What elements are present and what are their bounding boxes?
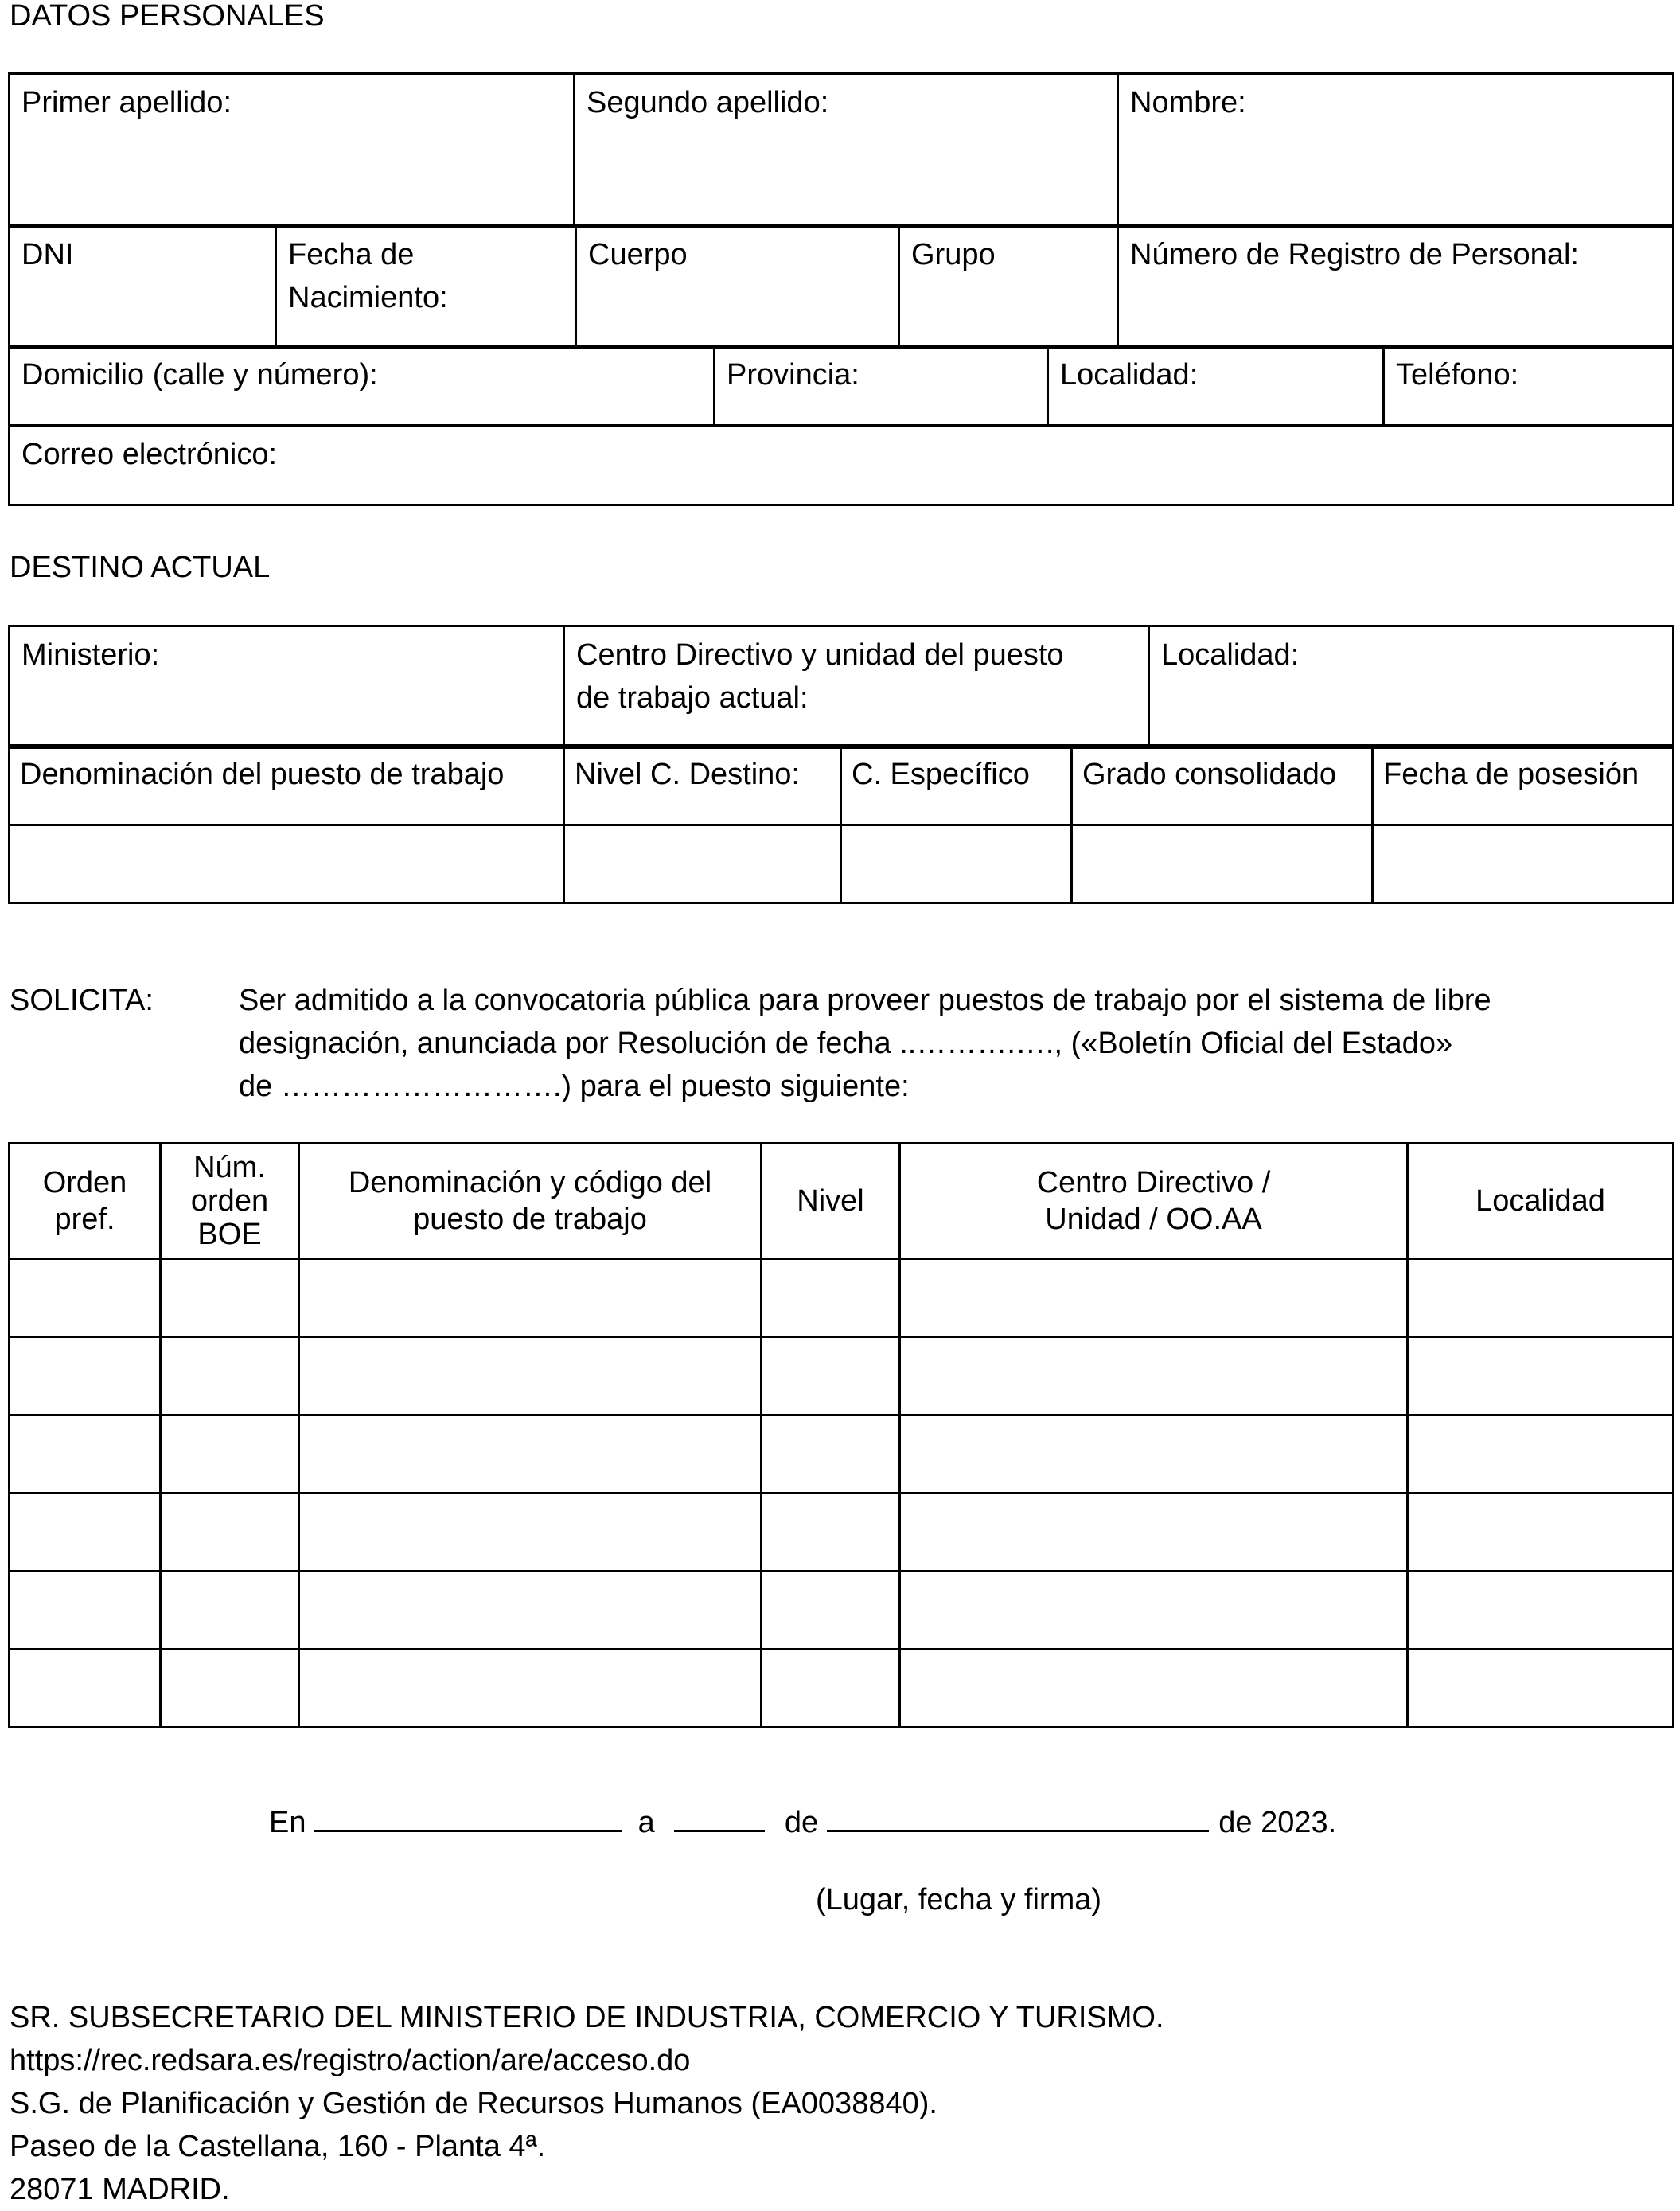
correo-label: Correo electrónico: xyxy=(21,438,278,471)
fecha-posesion-input-cell[interactable] xyxy=(1373,825,1674,903)
puesto-cell[interactable] xyxy=(900,1493,1408,1571)
telefono-label: Teléfono: xyxy=(1396,358,1519,392)
puesto-cell[interactable] xyxy=(10,1337,161,1415)
col-orden-pref xyxy=(10,1144,161,1259)
firma-year: de 2023. xyxy=(1218,1806,1337,1839)
firma-caption: (Lugar, fecha y firma) xyxy=(816,1883,1102,1917)
solicita-line3: de ……………………….) para el puesto siguiente: xyxy=(239,1070,910,1103)
puesto-cell[interactable] xyxy=(299,1571,762,1649)
puesto-cell[interactable] xyxy=(10,1571,161,1649)
col-num-orden-boe xyxy=(161,1144,299,1259)
puesto-cell[interactable] xyxy=(10,1649,161,1727)
primer-apellido-field[interactable] xyxy=(10,74,575,228)
destino-table xyxy=(8,625,1674,749)
col-centro-line1: Centro Directivo / xyxy=(1036,1166,1271,1199)
col-localidad-label: Localidad xyxy=(1475,1184,1605,1218)
dni-field[interactable] xyxy=(10,226,276,349)
nombre-label: Nombre: xyxy=(1130,86,1246,119)
nrp-label: Número de Registro de Personal: xyxy=(1130,238,1579,271)
denominacion-label: Denominación del puesto de trabajo xyxy=(20,758,505,791)
firma-en: En xyxy=(269,1806,306,1839)
puesto-cell[interactable] xyxy=(161,1493,299,1571)
col-nivel xyxy=(762,1144,900,1259)
puesto-cell[interactable] xyxy=(161,1259,299,1337)
destinatario-line5: 28071 MADRID. xyxy=(10,2173,230,2206)
puesto-cell[interactable] xyxy=(1408,1415,1674,1493)
grado-header xyxy=(1072,746,1373,825)
centro-directivo-label-line2: de trabajo actual: xyxy=(576,681,809,715)
col-centro-directivo xyxy=(900,1144,1408,1259)
puesto-cell[interactable] xyxy=(900,1649,1408,1727)
puesto-cell[interactable] xyxy=(762,1337,900,1415)
puesto-cell[interactable] xyxy=(10,1259,161,1337)
signature-line xyxy=(269,1801,1336,1844)
puesto-cell[interactable] xyxy=(299,1493,762,1571)
grupo-label: Grupo xyxy=(911,238,996,271)
fecha-nacimiento-label-line1: Fecha de xyxy=(288,238,415,271)
puesto-cell[interactable] xyxy=(299,1415,762,1493)
puesto-row xyxy=(10,1571,1674,1649)
col-localidad xyxy=(1408,1144,1674,1259)
col-nivel-label: Nivel xyxy=(797,1184,864,1218)
puesto-cell[interactable] xyxy=(161,1571,299,1649)
puesto-cell[interactable] xyxy=(161,1415,299,1493)
grado-input-cell[interactable] xyxy=(1072,825,1373,903)
destino-localidad-field[interactable] xyxy=(1149,626,1674,748)
puesto-cell[interactable] xyxy=(161,1337,299,1415)
nivel-input-cell[interactable] xyxy=(564,825,841,903)
col-denom-line2: puesto de trabajo xyxy=(413,1203,647,1236)
ministerio-field[interactable] xyxy=(10,626,564,748)
col-denominacion xyxy=(299,1144,762,1259)
personal-data-table-row3 xyxy=(8,345,1674,506)
centro-directivo-field[interactable] xyxy=(564,626,1149,748)
dia-blank[interactable] xyxy=(674,1801,765,1832)
denominacion-input-cell[interactable] xyxy=(10,825,564,903)
segundo-apellido-label: Segundo apellido: xyxy=(587,86,829,119)
puesto-row xyxy=(10,1493,1674,1571)
puesto-cell[interactable] xyxy=(10,1493,161,1571)
provincia-label: Provincia: xyxy=(727,358,859,392)
puesto-cell[interactable] xyxy=(1408,1571,1674,1649)
col-denom-line1: Denominación y código del xyxy=(348,1166,712,1199)
col-num-line3: BOE xyxy=(197,1218,262,1251)
destino-localidad-label: Localidad: xyxy=(1161,638,1300,672)
domicilio-field[interactable] xyxy=(10,346,715,426)
puesto-row xyxy=(10,1259,1674,1337)
puesto-cell[interactable] xyxy=(762,1415,900,1493)
domicilio-label: Domicilio (calle y número): xyxy=(21,358,378,392)
firma-de: de xyxy=(784,1806,819,1839)
destinatario-url: https://rec.redsara.es/registro/action/are/acceso.do xyxy=(10,2044,691,2077)
puesto-cell[interactable] xyxy=(762,1649,900,1727)
puesto-actual-table xyxy=(8,744,1674,904)
puesto-cell[interactable] xyxy=(299,1649,762,1727)
puesto-cell[interactable] xyxy=(1408,1649,1674,1727)
puesto-cell[interactable] xyxy=(299,1337,762,1415)
puesto-cell[interactable] xyxy=(161,1649,299,1727)
puesto-cell[interactable] xyxy=(900,1415,1408,1493)
ministerio-label: Ministerio: xyxy=(21,638,160,672)
destinatario-line3: S.G. de Planificación y Gestión de Recursos Humanos (EA0038840). xyxy=(10,2087,937,2120)
puesto-cell[interactable] xyxy=(1408,1493,1674,1571)
grupo-field[interactable] xyxy=(899,226,1118,349)
cuerpo-label: Cuerpo xyxy=(588,238,688,271)
especifico-label: C. Específico xyxy=(852,758,1030,791)
puesto-row xyxy=(10,1649,1674,1727)
grado-label: Grado consolidado xyxy=(1082,758,1336,791)
col-centro-line2: Unidad / OO.AA xyxy=(1045,1203,1262,1236)
centro-directivo-label-line1: Centro Directivo y unidad del puesto xyxy=(576,638,1064,672)
nrp-field[interactable] xyxy=(1118,226,1674,349)
col-orden-line1: Orden xyxy=(42,1166,127,1199)
localidad-label: Localidad: xyxy=(1060,358,1199,392)
cuerpo-field[interactable] xyxy=(576,226,899,349)
fecha-nacimiento-field[interactable] xyxy=(276,226,576,349)
section-title-datos-personales: DATOS PERSONALES xyxy=(10,0,325,33)
fecha-nacimiento-label-line2: Nacimiento: xyxy=(288,281,448,314)
col-num-line1: Núm. xyxy=(193,1151,266,1184)
puesto-cell[interactable] xyxy=(900,1571,1408,1649)
puestos-solicitados-table xyxy=(8,1142,1674,1728)
nivel-label: Nivel C. Destino: xyxy=(575,758,800,791)
denominacion-header xyxy=(10,746,564,825)
correo-field[interactable] xyxy=(10,426,1674,505)
personal-data-table xyxy=(8,72,1674,228)
primer-apellido-label: Primer apellido: xyxy=(21,86,232,119)
puesto-row xyxy=(10,1415,1674,1493)
telefono-field[interactable] xyxy=(1384,346,1674,426)
col-num-line2: orden xyxy=(190,1184,269,1218)
puesto-row xyxy=(10,1337,1674,1415)
puesto-cell[interactable] xyxy=(299,1259,762,1337)
fecha-posesion-label: Fecha de posesión xyxy=(1383,758,1639,791)
section-title-destino-actual: DESTINO ACTUAL xyxy=(10,551,271,584)
localidad-field[interactable] xyxy=(1048,346,1384,426)
nombre-field[interactable] xyxy=(1118,74,1674,228)
solicita-label: SOLICITA: xyxy=(10,984,154,1017)
fecha-posesion-header xyxy=(1373,746,1674,825)
puesto-cell[interactable] xyxy=(900,1259,1408,1337)
provincia-field[interactable] xyxy=(715,346,1048,426)
col-orden-line2: pref. xyxy=(54,1203,115,1236)
puesto-cell[interactable] xyxy=(762,1493,900,1571)
puesto-cell[interactable] xyxy=(1408,1259,1674,1337)
puesto-cell[interactable] xyxy=(762,1259,900,1337)
especifico-header xyxy=(841,746,1072,825)
segundo-apellido-field[interactable] xyxy=(575,74,1118,228)
firma-a: a xyxy=(637,1806,655,1839)
lugar-blank[interactable] xyxy=(314,1801,622,1832)
dni-label: DNI xyxy=(21,238,74,271)
solicita-line1: Ser admitido a la convocatoria pública para proveer puestos de trabajo por el sistema de libre xyxy=(239,984,1491,1017)
puesto-cell[interactable] xyxy=(1408,1337,1674,1415)
puesto-cell[interactable] xyxy=(900,1337,1408,1415)
destinatario-line1: SR. SUBSECRETARIO DEL MINISTERIO DE INDUSTRIA, COMERCIO Y TURISMO. xyxy=(10,2001,1164,2034)
puesto-cell[interactable] xyxy=(762,1571,900,1649)
puesto-cell[interactable] xyxy=(10,1415,161,1493)
destinatario-line4: Paseo de la Castellana, 160 - Planta 4ª. xyxy=(10,2130,546,2163)
nivel-header xyxy=(564,746,841,825)
especifico-input-cell[interactable] xyxy=(841,825,1072,903)
personal-data-table-row2 xyxy=(8,224,1674,349)
solicita-line2: designación, anunciada por Resolución de fecha ..……….…., («Boletín Oficial del Estado» xyxy=(239,1027,1453,1060)
mes-blank[interactable] xyxy=(827,1801,1209,1832)
